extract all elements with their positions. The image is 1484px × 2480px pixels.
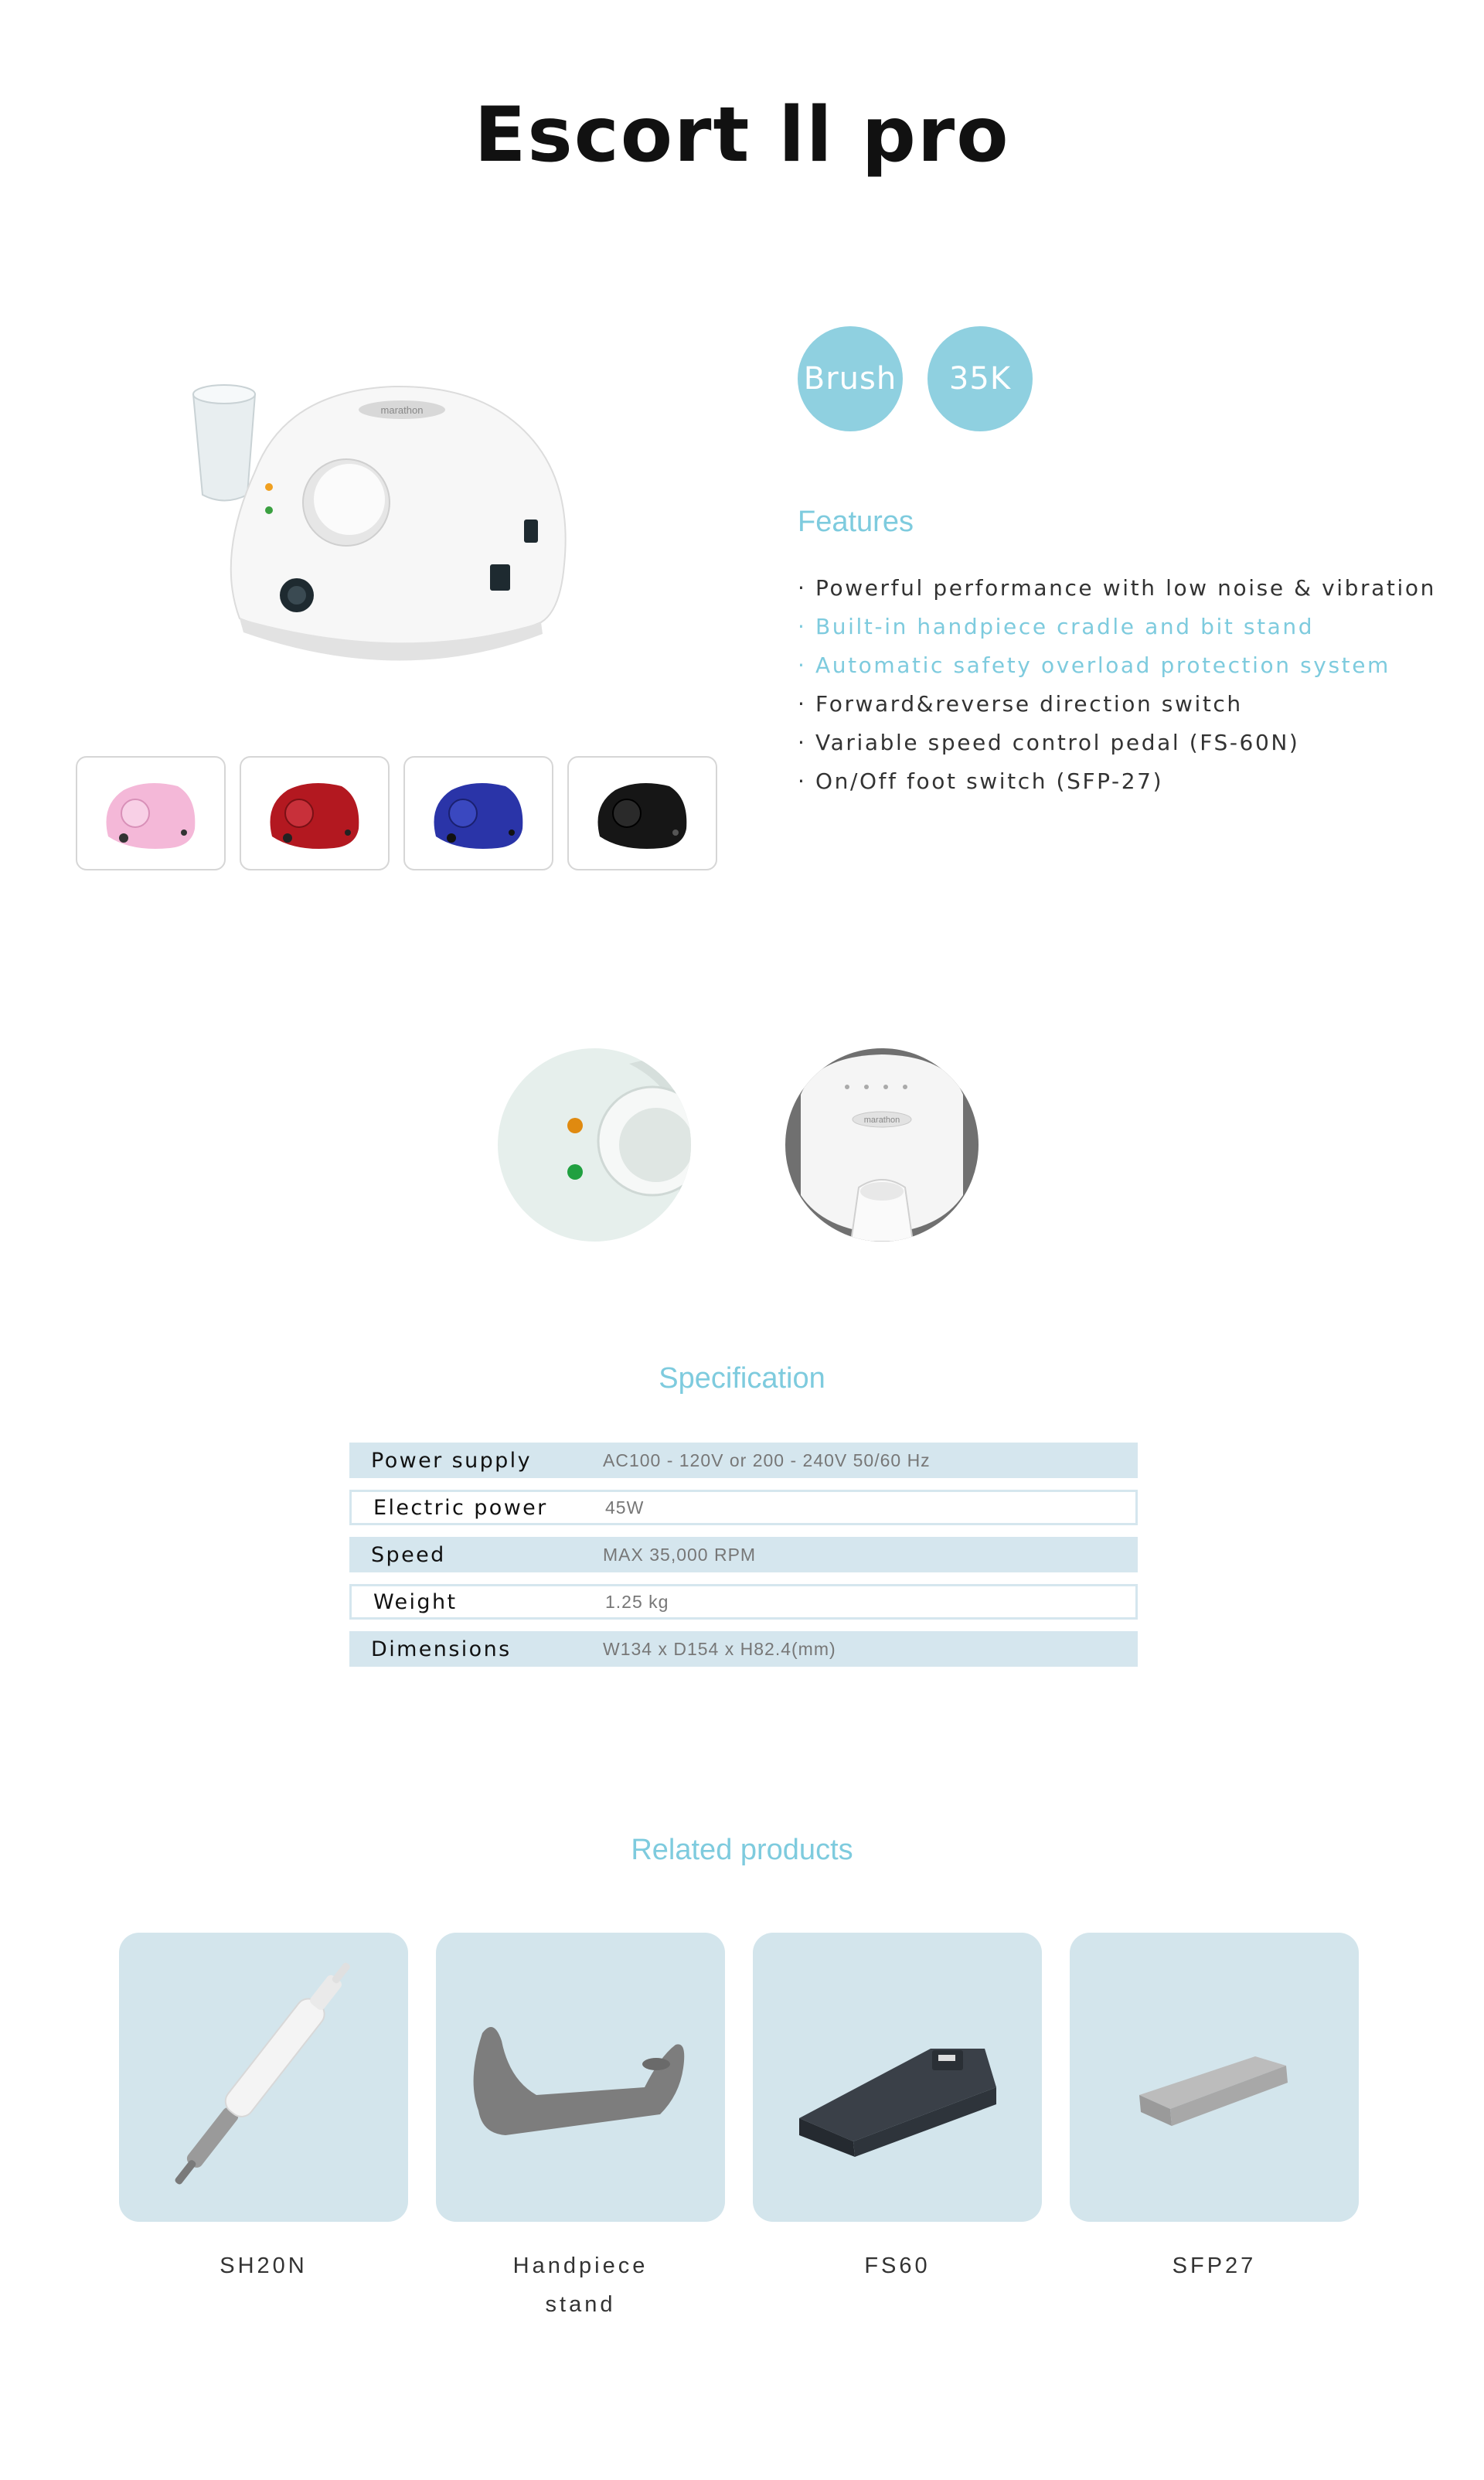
spec-label: Power supply (371, 1448, 532, 1473)
feature-list (798, 569, 1436, 801)
badge-brush: Brush (798, 326, 903, 431)
related-card-handpiece-stand[interactable] (436, 1933, 725, 2222)
spec-row (349, 1443, 1138, 1478)
spec-row (349, 1584, 1138, 1620)
feature-item: · Automatic safety overload protection system (798, 652, 1390, 678)
related-label[interactable] (436, 2247, 725, 2324)
detail-led-image (498, 1048, 691, 1242)
blue-device-icon (428, 775, 529, 855)
related-label[interactable]: FS60 (864, 2253, 931, 2278)
logo-text: marathon (380, 404, 424, 416)
spec-value: AC100 - 120V or 200 - 240V 50/60 Hz (603, 1450, 931, 1470)
spec-row (349, 1490, 1138, 1525)
related-label-line1: Handpiece (512, 2253, 648, 2278)
spec-value: W134 x D154 x H82.4(mm) (603, 1638, 836, 1659)
spec-value: MAX 35,000 RPM (603, 1544, 757, 1565)
color-option-blue[interactable] (403, 756, 553, 870)
related-heading: Related products (631, 1834, 853, 1866)
feature-item: · Powerful performance with low noise & vibration (798, 575, 1436, 601)
spec-label: Speed (371, 1542, 446, 1567)
related-card-sh20n[interactable] (119, 1933, 408, 2222)
related-label-line2: stand (545, 2292, 616, 2317)
spec-row (349, 1537, 1138, 1572)
related-label[interactable]: SH20N (220, 2253, 308, 2278)
spec-row (349, 1631, 1138, 1667)
related-label[interactable]: SFP27 (1172, 2253, 1257, 2278)
spec-value: 45W (605, 1497, 645, 1518)
main-product-image (170, 356, 587, 680)
specification-heading: Specification (659, 1362, 825, 1395)
spec-value: 1.25 kg (605, 1591, 669, 1612)
spec-table (349, 1443, 1138, 1678)
badge-35k: 35K (928, 326, 1033, 431)
pink-device-icon (100, 775, 201, 855)
page-title: Escort ll pro (474, 91, 1010, 179)
stand-icon (436, 1933, 725, 2222)
detail-top-image (785, 1048, 979, 1242)
foot-pedal-icon (753, 1933, 1042, 2222)
feature-item: · On/Off foot switch (SFP-27) (798, 768, 1164, 794)
color-option-pink[interactable] (76, 756, 226, 870)
features-heading: Features (798, 506, 914, 538)
feature-item: · Variable speed control pedal (FS-60N) (798, 730, 1300, 755)
feature-item: · Built-in handpiece cradle and bit stand (798, 614, 1315, 639)
color-option-red[interactable] (240, 756, 390, 870)
foot-switch-icon (1070, 1933, 1359, 2222)
logo-text: marathon (863, 1116, 900, 1125)
color-option-black[interactable] (567, 756, 717, 870)
spec-label: Electric power (373, 1495, 548, 1520)
related-card-sfp27[interactable] (1070, 1933, 1359, 2222)
related-card-fs60[interactable] (753, 1933, 1042, 2222)
black-device-icon (592, 775, 693, 855)
spec-label: Dimensions (371, 1637, 512, 1661)
handpiece-icon (119, 1933, 408, 2222)
red-device-icon (264, 775, 365, 855)
spec-label: Weight (373, 1589, 458, 1614)
feature-item: · Forward&reverse direction switch (798, 691, 1243, 717)
